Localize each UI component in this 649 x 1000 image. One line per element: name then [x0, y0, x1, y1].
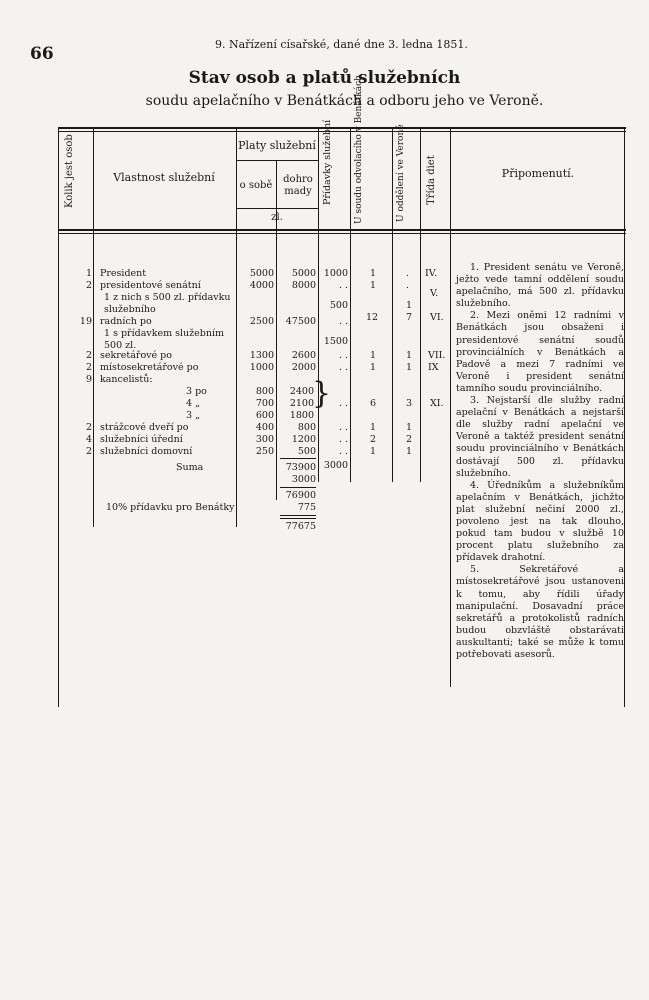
table-cell-dohromady: 2100	[289, 398, 314, 409]
table-cell-o-sobe: 2500	[249, 316, 274, 327]
col-header-benatky: U soudu odvolacího v Benátkách	[354, 75, 364, 224]
table-cell-pridavky: . .	[338, 316, 348, 327]
table-cell-label: 1 z nich s 500 zl. přídavku služebního	[104, 292, 231, 315]
table-cell-pridavky: 1500	[323, 336, 348, 347]
col-header-vlastnost: Vlastnost služební	[113, 171, 215, 184]
table-cell-label: 1 s přídavkem služebním 500 zl.	[104, 328, 225, 351]
table-cell-dohromady: 500	[297, 446, 316, 457]
note-paragraph: 2. Mezi oněmi 12 radními v Benátkách jsou obsaženi i presidentové senátní soudů provinciálních v Benátkách a Padově a mezi 7 radními ve Veroně i president senátní tamního soudu provinciálního.	[456, 310, 624, 394]
table-cell-o-sobe: 600	[255, 410, 274, 421]
col-header-trida: Třída diet	[426, 155, 437, 205]
table-cell-dohromady: 1200	[291, 434, 316, 445]
table-cell-label: 3 po	[186, 386, 207, 397]
table-cell-label: strážcové dveří po	[100, 422, 189, 433]
table-cell-pridavky: . .	[338, 398, 348, 409]
table-cell-o-sobe: 400	[255, 422, 274, 433]
table-cell-dohromady: 47500	[285, 316, 316, 327]
grand-total-value: 77675	[285, 521, 316, 532]
col-header-platy: Platy služební	[238, 139, 316, 152]
table-cell-osob: 2	[85, 350, 92, 361]
table-cell-verona: 1	[406, 362, 413, 373]
table-cell-osob: 1	[85, 268, 92, 279]
table-cell-trida: VI.	[430, 312, 444, 323]
col-header-pridavky: Přídavky služební	[322, 119, 333, 205]
table-cell-osob: 2	[85, 280, 92, 291]
table-cell-verona: .	[406, 268, 410, 279]
table-cell-pridavky: . .	[338, 434, 348, 445]
table-cell-pridavky: . .	[338, 362, 348, 373]
table-cell-osob: 4	[85, 434, 92, 445]
table-cell-pridavky: . .	[338, 350, 348, 361]
table-cell-benatky: 1	[370, 280, 377, 291]
table-cell-label: 4 „	[186, 398, 200, 409]
table-cell-label: kancelistů:	[100, 374, 153, 385]
table-cell-benatky: 12	[366, 312, 379, 323]
page-subtitle: soudu apelačního v Benátkách a odboru jeho ve Veroně.	[145, 93, 544, 109]
table-cell-dohromady: 8000	[291, 280, 316, 291]
table-cell-dohromady: 1800	[289, 410, 314, 421]
table-cell-label: sekretářové po	[100, 350, 172, 361]
col-header-dohromady: dohromady	[283, 174, 313, 197]
table-cell-verona: 1	[406, 350, 413, 361]
table-cell-trida: V.	[430, 288, 439, 299]
table-cell-verona: 7	[406, 312, 413, 323]
table-cell-label: presidentové senátní	[100, 280, 201, 291]
brace-icon: }	[312, 376, 332, 411]
table-cell-benatky: 1	[370, 350, 377, 361]
note-paragraph: 3. Nejstarší dle služby radní apelační v Benátkách a nejstarší dle služby radní apelační ve Veroně a taktéž president senátní soudu provinciálního v Benátkách dostávají 500 zl. přídavku služebního.	[456, 395, 624, 479]
col-header-o-sobe: o sobě	[239, 180, 273, 191]
table-cell-verona: 2	[406, 434, 413, 445]
bonus-label: 10% přídavku pro Benátky	[106, 502, 235, 513]
table-cell-o-sobe: 4000	[249, 280, 274, 291]
table-cell-pridavky: 1000	[323, 268, 348, 279]
table-cell-o-sobe: 250	[255, 446, 274, 457]
table-cell-trida: IX	[428, 362, 439, 373]
table-cell-verona: 1	[406, 422, 413, 433]
table-cell-osob: 2	[85, 446, 92, 457]
table-cell-o-sobe: 5000	[249, 268, 274, 279]
table-cell-osob: 9	[85, 374, 92, 385]
notes-column	[456, 262, 624, 661]
table-cell-label: 3 „	[186, 410, 200, 421]
page-number: 66	[30, 44, 54, 64]
running-head: 9. Nařízení císařské, dané dne 3. ledna 1851.	[215, 38, 468, 51]
col-header-zl: zl.	[271, 212, 283, 223]
total-value: 76900	[285, 490, 316, 501]
suma-dohromady: 73900	[285, 462, 316, 473]
suma-pridavky-carry: 3000	[291, 474, 316, 485]
table-cell-benatky: 2	[370, 434, 377, 445]
table-cell-pridavky: . .	[338, 446, 348, 457]
note-paragraph: 5. Sekretářové a místosekretářové jsou ustanoveni k tomu, aby řídili úřady manipulační. Dosavadní práce sekretářů a protokolistů radních budou obzvláště obstarávati auskultanti; také se může k tomu potřebovati asesorů.	[456, 564, 624, 660]
table-cell-osob: 2	[85, 422, 92, 433]
table-cell-pridavky: 500	[329, 300, 348, 311]
table-cell-label: služebníci úřední	[100, 434, 183, 445]
table-cell-label: President	[100, 268, 147, 279]
table-cell-verona: 1	[406, 300, 413, 311]
suma-label: Suma	[176, 462, 204, 473]
table-cell-benatky: 6	[370, 398, 377, 409]
table-cell-o-sobe: 800	[255, 386, 274, 397]
table-cell-dohromady: 2000	[291, 362, 316, 373]
table-cell-trida: XI.	[430, 398, 444, 409]
suma-pridavky: 3000	[323, 460, 348, 471]
table-cell-dohromady: 5000	[291, 268, 316, 279]
table-cell-osob: 2	[85, 362, 92, 373]
table-cell-pridavky: . .	[338, 280, 348, 291]
table-cell-label: služebníci domovní	[100, 446, 193, 457]
table-cell-o-sobe: 700	[255, 398, 274, 409]
table-cell-dohromady: 800	[297, 422, 316, 433]
table-cell-osob: 19	[79, 316, 92, 327]
col-header-kolik: Kolik jest osob	[64, 134, 75, 208]
table-cell-verona: 1	[406, 446, 413, 457]
note-paragraph: 4. Úředníkům a služebníkům apelačním v Benátkách, jichžto plat služební nečiní 2000 zl., povoleno jest na tak dlouho, pokud tam budou v službě 10 procent platu služebního za přídavek drahotní.	[456, 479, 624, 564]
table-cell-trida: VII.	[428, 350, 446, 361]
table-cell-o-sobe: 1300	[249, 350, 274, 361]
table-cell-label: místosekretářové po	[100, 362, 199, 373]
note-paragraph: 1. President senátu ve Veroně, ježto vede tamní oddělení soudu apelačního, má 500 zl. přídavku služebního.	[456, 262, 624, 310]
table-cell-trida: IV.	[425, 268, 437, 279]
col-header-verona: U oddělení ve Veroně	[396, 124, 406, 222]
table-cell-verona: 3	[406, 398, 413, 409]
table-cell-o-sobe: 1000	[249, 362, 274, 373]
table-cell-dohromady: 2400	[289, 386, 314, 397]
bonus-value: 775	[297, 502, 316, 513]
table-cell-o-sobe: 300	[255, 434, 274, 445]
table-cell-benatky: 1	[370, 268, 377, 279]
page-title: Stav osob a platů služebních	[188, 68, 461, 88]
table-cell-dohromady: 2600	[291, 350, 316, 361]
table-cell-benatky: 1	[370, 362, 377, 373]
table-cell-benatky: 1	[370, 422, 377, 433]
col-header-pripomenuti: Připomenutí.	[501, 167, 575, 180]
table-cell-benatky: 1	[370, 446, 377, 457]
table-cell-pridavky: . .	[338, 422, 348, 433]
table-cell-label: radních po	[100, 316, 152, 327]
table-cell-verona: .	[406, 280, 410, 291]
